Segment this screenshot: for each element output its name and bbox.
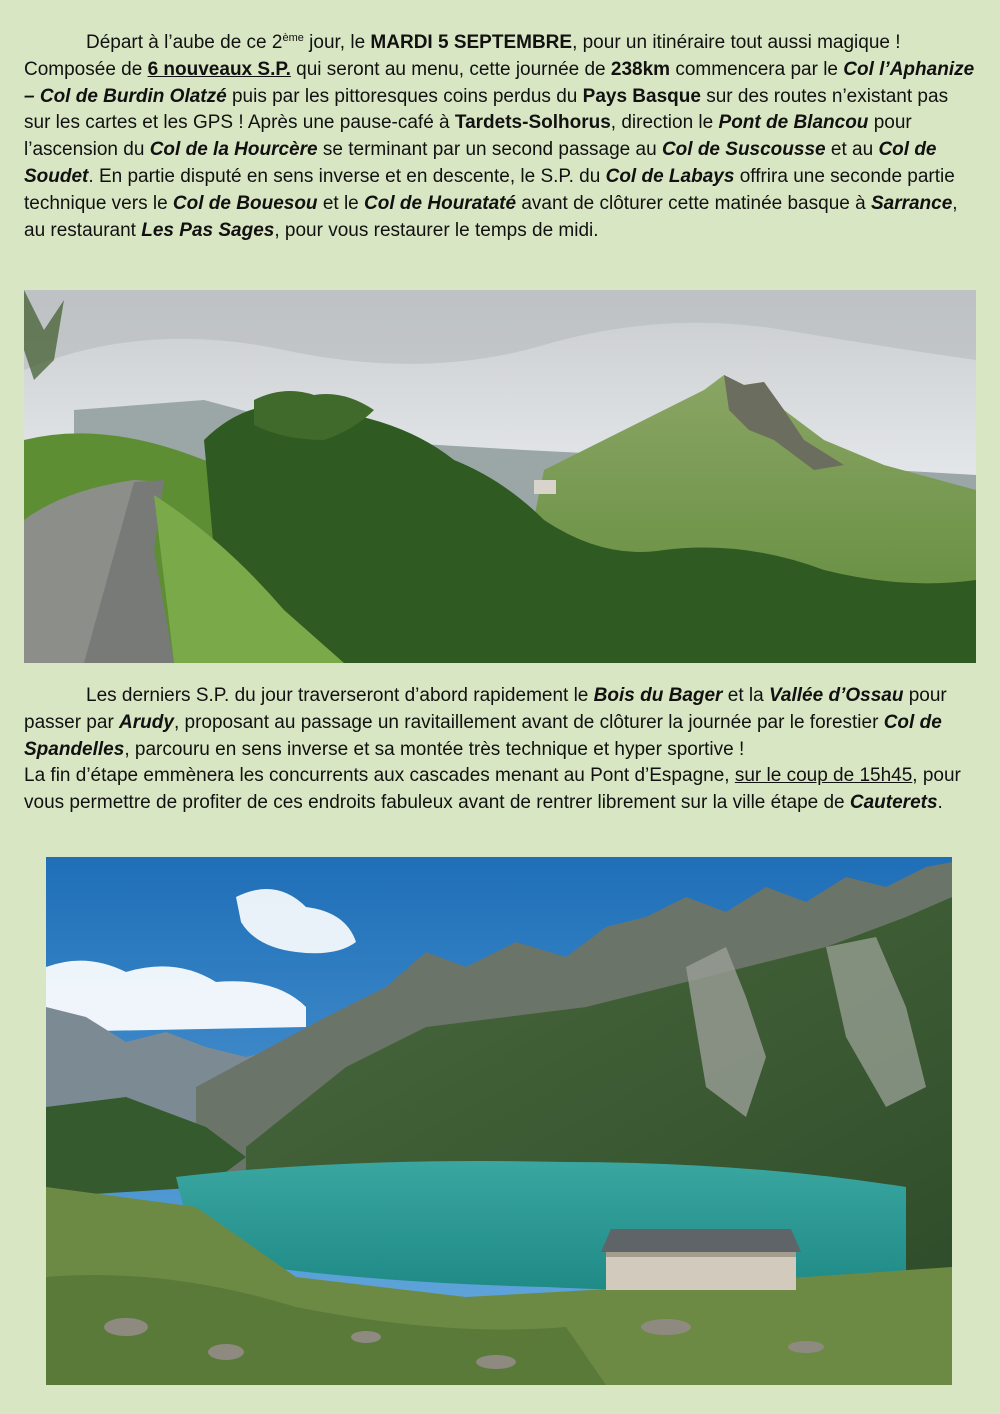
sp-count: 6 nouveaux S.P. (147, 58, 291, 80)
text: , parcouru en sens inverse et sa montée très technique et hyper sportive ! (124, 738, 745, 760)
afternoon-paragraph (24, 683, 976, 817)
place-vallee-ossau: Vallée d’Ossau (768, 685, 904, 706)
finish-time: sur le coup de 15h45 (734, 765, 913, 787)
place-col-soudet: Col de Soudet (24, 139, 937, 187)
text: , pour un itinéraire tout aussi magique ! Composée de (24, 32, 901, 80)
text: et au (825, 139, 879, 161)
text: , au restaurant (24, 192, 958, 241)
superscript-ordinal: ème (282, 32, 304, 44)
text: jour, le (303, 32, 371, 53)
place-sarrance: Sarrance (870, 192, 953, 214)
place-col-spandelles: Col de Spandelles (24, 711, 942, 760)
place-bois-du-bager: Bois du Bager (593, 685, 723, 706)
text: et la (722, 685, 769, 706)
place-col-bouesou: Col de Bouesou (172, 192, 318, 214)
text: et le (317, 192, 365, 214)
place-arudy: Arudy (119, 711, 174, 733)
text: La fin d’étape emmènera les concurrents aux cascades menant au Pont d’Espagne, (24, 765, 735, 787)
stage-date: MARDI 5 SEPTEMBRE (370, 32, 573, 53)
place-cauterets: Cauterets (849, 792, 938, 814)
text: Les derniers S.P. du jour traverseront d’abord rapidement le (86, 685, 594, 706)
mountain-lake-photo (46, 857, 952, 1385)
text: , direction le (610, 112, 719, 134)
text: qui seront au menu, cette journée de (290, 58, 611, 80)
mountain-road-photo (24, 290, 976, 663)
place-tardets: Tardets-Solhorus (454, 112, 611, 134)
text: , pour vous permettre de profiter de ces endroits fabuleux avant de rentrer librement sur la ville étape de (24, 765, 961, 814)
stage-distance: 238km (610, 58, 671, 80)
text: avant de clôturer cette matinée basque à (516, 192, 871, 214)
text: puis par les pittoresques coins perdus du (226, 85, 583, 107)
place-col-suscousse: Col de Suscousse (661, 139, 826, 161)
text: pour l’ascension du (24, 112, 912, 161)
text: pour passer par (24, 685, 947, 733)
text: . En partie disputé en sens inverse et en descente, le S.P. du (88, 165, 606, 187)
place-col-aphanize: Col l’Aphanize – Col de Burdin Olatzé (24, 58, 975, 107)
place-col-hourat: Col de Hourataté (364, 192, 517, 214)
place-pont-de-blancou: Pont de Blancou (718, 112, 869, 134)
text: se terminant par un second passage au (317, 139, 662, 161)
text: commencera par le (670, 58, 844, 80)
restaurant-name: Les Pas Sages (141, 219, 275, 241)
text: , pour vous restaurer le temps de midi. (274, 219, 599, 241)
text: , proposant au passage un ravitaillement avant de clôturer la journée par le forestier (173, 711, 884, 733)
place-col-hourcere: Col de la Hourcère (149, 139, 318, 161)
place-pays-basque: Pays Basque (582, 85, 701, 107)
place-col-labays: Col de Labays (605, 165, 735, 187)
text: offrira une seconde partie technique vers le (24, 165, 955, 214)
text: sur des routes n’existant pas sur les cartes et les GPS ! Après une pause-café à (24, 85, 949, 134)
text: . (937, 792, 943, 814)
text: Départ à l’aube de ce 2 (86, 32, 283, 53)
intro-paragraph (24, 30, 976, 244)
